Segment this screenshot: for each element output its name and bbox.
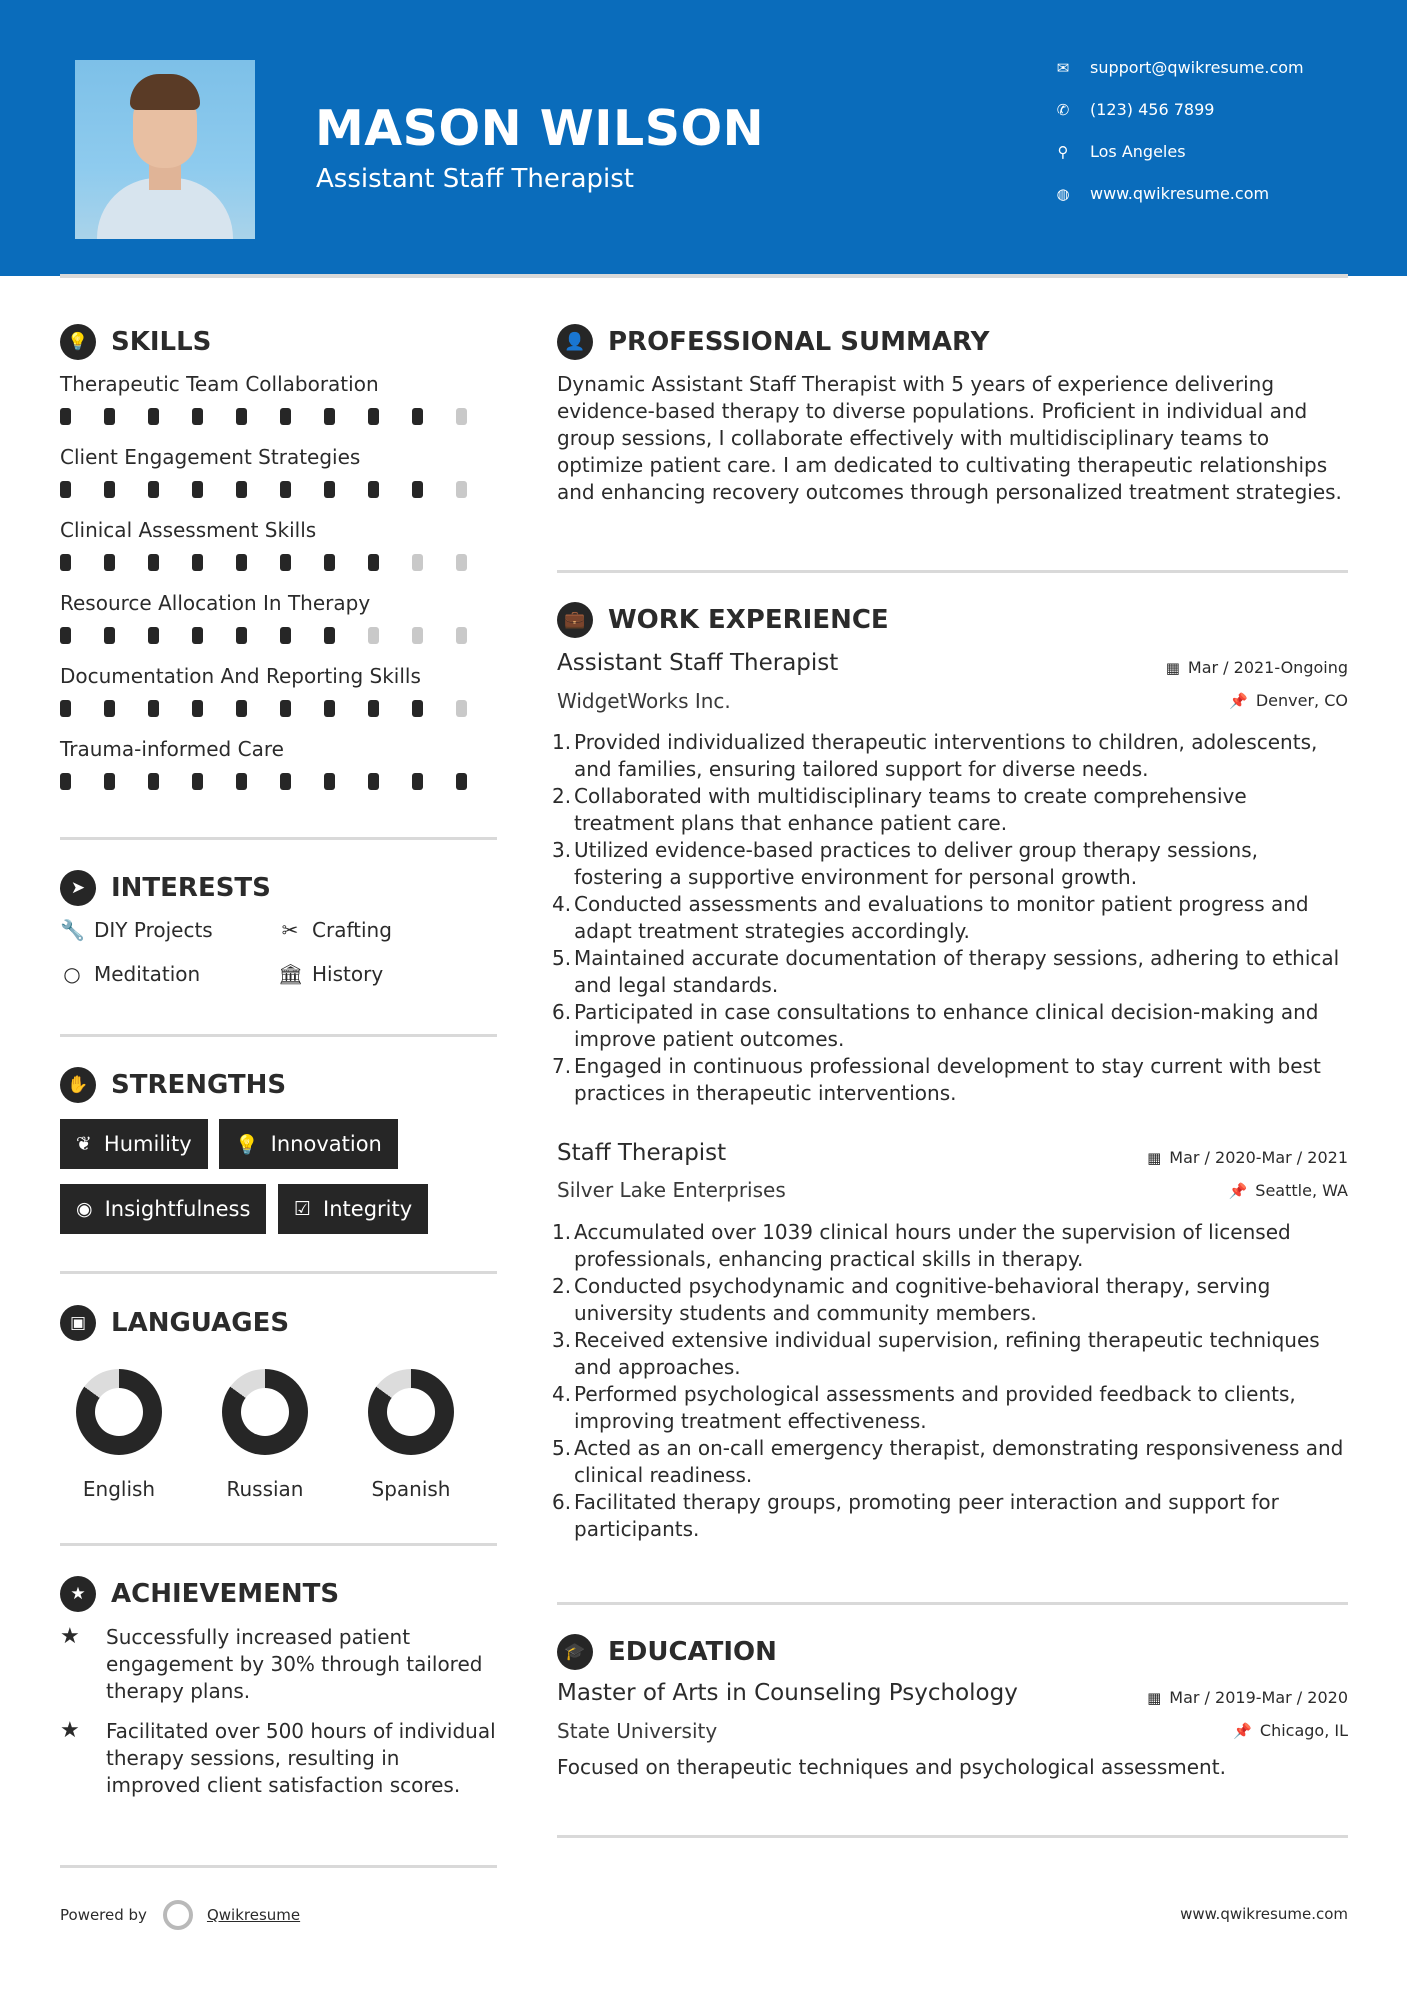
skill-level-dot (192, 481, 203, 498)
language-level-ring (368, 1369, 454, 1455)
skill-level-dot (280, 627, 291, 644)
language-icon: ▣ (60, 1305, 96, 1341)
strengths-heading: ✋ STRENGTHS (60, 1067, 286, 1103)
resume-header (0, 0, 1407, 276)
leaf-icon: ❦ (76, 1133, 92, 1155)
skill-item (60, 664, 500, 717)
skill-name: Client Engagement Strategies (60, 445, 361, 469)
language-level-ring (76, 1369, 162, 1455)
skill-level-dot (280, 700, 291, 717)
skill-level-dot (412, 554, 423, 571)
skill-level-dot (148, 408, 159, 425)
institution-icon: 🏛 (278, 962, 304, 986)
section-divider (557, 1602, 1348, 1605)
phone-icon: ✆ (1056, 100, 1070, 119)
skill-item (60, 518, 500, 571)
skill-level-dot (60, 700, 71, 717)
job-bullet: 1. Accumulated over 1039 clinical hours under the supervision of licensed professionals, enhancing practical skills in therapy. (552, 1220, 1291, 1271)
skill-level-dots (60, 481, 500, 498)
languages-heading: ▣ LANGUAGES (60, 1305, 289, 1341)
strength-tag: ❦ Humility (60, 1119, 208, 1169)
achievements-heading: ★ ACHIEVEMENTS (60, 1576, 339, 1612)
section-divider (60, 1271, 497, 1274)
contact-email[interactable]: ✉ support@qwikresume.com (1054, 58, 1374, 77)
skill-level-dot (456, 481, 467, 498)
skill-level-dot (324, 408, 335, 425)
skill-level-dot (104, 627, 115, 644)
skill-level-dot (324, 627, 335, 644)
job-bullet: 4. Conducted assessments and evaluations to monitor patient progress and adapt treatment strategies accordingly. (552, 892, 1309, 943)
map-pin-icon: ⚲ (1057, 142, 1069, 161)
pushpin-icon: 📌 (1228, 1181, 1248, 1200)
language-item: Russian (205, 1369, 325, 1501)
section-divider (60, 1034, 497, 1037)
skill-level-dot (280, 408, 291, 425)
skill-level-dot (236, 408, 247, 425)
skill-level-dot (324, 554, 335, 571)
pushpin-icon: 📌 (1229, 691, 1248, 710)
strength-tag: 💡 Innovation (219, 1119, 398, 1169)
star-icon: ★ (60, 1718, 80, 1743)
skill-level-dot (60, 627, 71, 644)
skill-level-dot (280, 554, 291, 571)
interests-heading: ➤ INTERESTS (60, 870, 271, 906)
lightbulb-icon: 💡 (235, 1133, 259, 1156)
user-icon: 👤 (557, 324, 593, 360)
skill-level-dot (60, 554, 71, 571)
star-icon: ★ (60, 1624, 80, 1649)
skill-item (60, 372, 500, 425)
interest-item: ✂ Crafting (278, 918, 392, 942)
job-bullet: 5. Maintained accurate documentation of therapy sessions, adhering to ethical and legal standards. (552, 946, 1340, 997)
skill-level-dot (148, 554, 159, 571)
language-item: English (59, 1369, 179, 1501)
education-school: State University (557, 1719, 718, 1743)
skill-level-dot (104, 700, 115, 717)
calendar-icon: ▦ (1165, 658, 1180, 677)
globe-icon: ◍ (1056, 184, 1070, 203)
skill-level-dot (60, 408, 71, 425)
profile-photo (75, 60, 255, 239)
graduation-cap-icon: 🎓 (557, 1634, 593, 1670)
skill-level-dot (236, 554, 247, 571)
skill-name: Therapeutic Team Collaboration (60, 372, 379, 396)
skill-level-dot (412, 481, 423, 498)
skill-level-dot (60, 773, 71, 790)
header-divider (60, 274, 1348, 278)
skill-level-dot (368, 773, 379, 790)
circle-icon: ○ (63, 962, 81, 986)
skill-level-dot (280, 773, 291, 790)
section-divider (60, 1543, 497, 1546)
skill-level-dot (104, 773, 115, 790)
skill-level-dot (236, 700, 247, 717)
skill-level-dots (60, 554, 500, 571)
achievement-item: ★ Facilitated over 500 hours of individual therapy sessions, resulting in improved client satisfaction scores. (60, 1718, 496, 1797)
skill-level-dot (192, 627, 203, 644)
skill-level-dot (148, 700, 159, 717)
check-square-icon: ☑ (294, 1198, 312, 1220)
skill-level-dots (60, 627, 500, 644)
contact-phone[interactable]: ✆ (123) 456 7899 (1054, 100, 1374, 119)
scissors-icon: ✂ (281, 918, 299, 942)
skill-name: Clinical Assessment Skills (60, 518, 317, 542)
job-bullet: 6. Facilitated therapy groups, promoting peer interaction and support for participants. (552, 1490, 1279, 1541)
skills-heading: 💡 SKILLS (60, 324, 211, 360)
job-bullet: 3. Received extensive individual supervision, refining therapeutic techniques and approaches. (552, 1328, 1320, 1379)
skill-level-dot (192, 408, 203, 425)
footer-website-link[interactable]: www.qwikresume.com (1180, 1905, 1348, 1923)
section-divider (557, 570, 1348, 573)
strength-tag: ☑ Integrity (278, 1184, 428, 1234)
skill-level-dot (412, 773, 423, 790)
contact-location: ⚲ Los Angeles (1054, 142, 1374, 161)
pushpin-icon: 📌 (1233, 1721, 1252, 1740)
skill-level-dot (104, 481, 115, 498)
wrench-icon: 🔧 (60, 918, 85, 942)
education-description: Focused on therapeutic techniques and psychological assessment. (557, 1755, 1226, 1779)
education-location: 📌 Chicago, IL (1233, 1721, 1348, 1740)
skill-name: Documentation And Reporting Skills (60, 664, 421, 688)
job-location: 📌 Denver, CO (1229, 691, 1348, 710)
skill-level-dot (368, 554, 379, 571)
job-dates: ▦ Mar / 2020-Mar / 2021 (1147, 1148, 1348, 1167)
language-level-ring (222, 1369, 308, 1455)
interest-item: 🔧 DIY Projects (60, 918, 213, 942)
skill-level-dot (236, 627, 247, 644)
skill-level-dot (60, 481, 71, 498)
skill-level-dot (368, 481, 379, 498)
section-divider (557, 1835, 1348, 1838)
skill-level-dot (324, 700, 335, 717)
job-bullets (552, 1219, 1352, 1543)
job-bullet: 4. Performed psychological assessments and provided feedback to clients, improving treatment effectiveness. (552, 1382, 1296, 1433)
job-bullet: 3. Utilized evidence-based practices to deliver group therapy sessions, fostering a supportive environment for personal growth. (552, 838, 1258, 889)
skill-item (60, 445, 500, 498)
skill-level-dot (456, 408, 467, 425)
summary-text: Dynamic Assistant Staff Therapist with 5 years of experience delivering evidence-based therapy to diverse populations. Proficient in individual and group sessions, I collaborate effectively with multidisciplinary teams to optimize patient care. I am dedicated to cultivating therapeutic relationships and enhancing recovery outcomes through personalized treatment strategies. (557, 372, 1342, 504)
skill-level-dot (104, 408, 115, 425)
skill-level-dot (192, 554, 203, 571)
briefcase-icon: 💼 (557, 602, 593, 638)
skill-item (60, 591, 500, 644)
skill-level-dot (192, 773, 203, 790)
skill-level-dot (456, 773, 467, 790)
strength-tag: ◉ Insightfulness (60, 1184, 266, 1234)
skill-item (60, 737, 500, 790)
education-heading: 🎓 EDUCATION (557, 1634, 777, 1670)
skill-level-dot (412, 627, 423, 644)
brand-link[interactable]: Qwikresume (206, 1906, 301, 1924)
skill-level-dot (324, 481, 335, 498)
job-dates: ▦ Mar / 2021-Ongoing (1165, 658, 1348, 677)
candidate-title: Assistant Staff Therapist (316, 164, 634, 194)
job-title: Assistant Staff Therapist (557, 650, 839, 676)
interest-item: 🏛 History (278, 962, 384, 986)
star-icon: ★ (60, 1576, 96, 1612)
footer-powered-by: Powered by Qwikresume (60, 1900, 300, 1930)
job-title: Staff Therapist (557, 1140, 727, 1166)
skill-level-dot (456, 700, 467, 717)
skill-level-dot (368, 408, 379, 425)
skill-name: Trauma-informed Care (60, 737, 284, 761)
job-location: 📌 Seattle, WA (1228, 1181, 1348, 1200)
skill-level-dot (148, 773, 159, 790)
paper-plane-icon: ➤ (60, 870, 96, 906)
section-divider (60, 1865, 497, 1868)
job-bullet: 5. Acted as an on-call emergency therapist, demonstrating responsiveness and clinical readiness. (552, 1436, 1344, 1487)
skill-name: Resource Allocation In Therapy (60, 591, 371, 615)
job-company: WidgetWorks Inc. (557, 689, 731, 713)
skill-level-dot (412, 700, 423, 717)
skill-level-dots (60, 408, 500, 425)
skill-level-dot (236, 481, 247, 498)
job-bullets (552, 729, 1352, 1107)
job-company: Silver Lake Enterprises (557, 1178, 786, 1202)
skill-level-dot (456, 554, 467, 571)
section-divider (60, 837, 497, 840)
hand-icon: ✋ (60, 1067, 96, 1103)
skill-level-dot (148, 627, 159, 644)
skill-level-dot (324, 773, 335, 790)
skill-level-dot (148, 481, 159, 498)
envelope-icon: ✉ (1056, 58, 1070, 77)
lightbulb-icon: 💡 (60, 324, 96, 360)
skill-level-dot (412, 408, 423, 425)
skill-level-dot (456, 627, 467, 644)
summary-heading: 👤 PROFESSIONAL SUMMARY (557, 324, 989, 360)
candidate-name: MASON WILSON (315, 100, 765, 157)
skill-level-dot (236, 773, 247, 790)
language-item: Spanish (351, 1369, 471, 1501)
skill-level-dot (368, 627, 379, 644)
job-bullet: 6. Participated in case consultations to enhance clinical decision-making and improve patient outcomes. (552, 1000, 1319, 1051)
calendar-icon: ▦ (1147, 1148, 1162, 1167)
skill-level-dot (104, 554, 115, 571)
contact-website[interactable]: ◍ www.qwikresume.com (1054, 184, 1374, 203)
interest-item: ○ Meditation (60, 962, 200, 986)
skill-level-dot (368, 700, 379, 717)
eye-icon: ◉ (76, 1198, 93, 1220)
education-dates: ▦ Mar / 2019-Mar / 2020 (1147, 1688, 1348, 1707)
calendar-icon: ▦ (1147, 1688, 1162, 1707)
qwikresume-logo-icon (163, 1900, 193, 1930)
experience-heading: 💼 WORK EXPERIENCE (557, 602, 889, 638)
skill-level-dot (280, 481, 291, 498)
job-bullet: 7. Engaged in continuous professional development to stay current with best practices in therapeutic interventions. (552, 1054, 1321, 1105)
education-degree: Master of Arts in Counseling Psychology (557, 1680, 1018, 1706)
job-bullet: 2. Conducted psychodynamic and cognitive-behavioral therapy, serving university students and community members. (552, 1274, 1271, 1325)
achievement-item: ★ Successfully increased patient engagement by 30% through tailored therapy plans. (60, 1624, 483, 1703)
job-bullet: 2. Collaborated with multidisciplinary teams to create comprehensive treatment plans that enhance patient care. (552, 784, 1247, 835)
skill-level-dots (60, 773, 500, 790)
skill-level-dot (192, 700, 203, 717)
job-bullet: 1. Provided individualized therapeutic interventions to children, adolescents, and families, ensuring tailored support for diverse needs. (552, 730, 1318, 781)
skill-level-dots (60, 700, 500, 717)
